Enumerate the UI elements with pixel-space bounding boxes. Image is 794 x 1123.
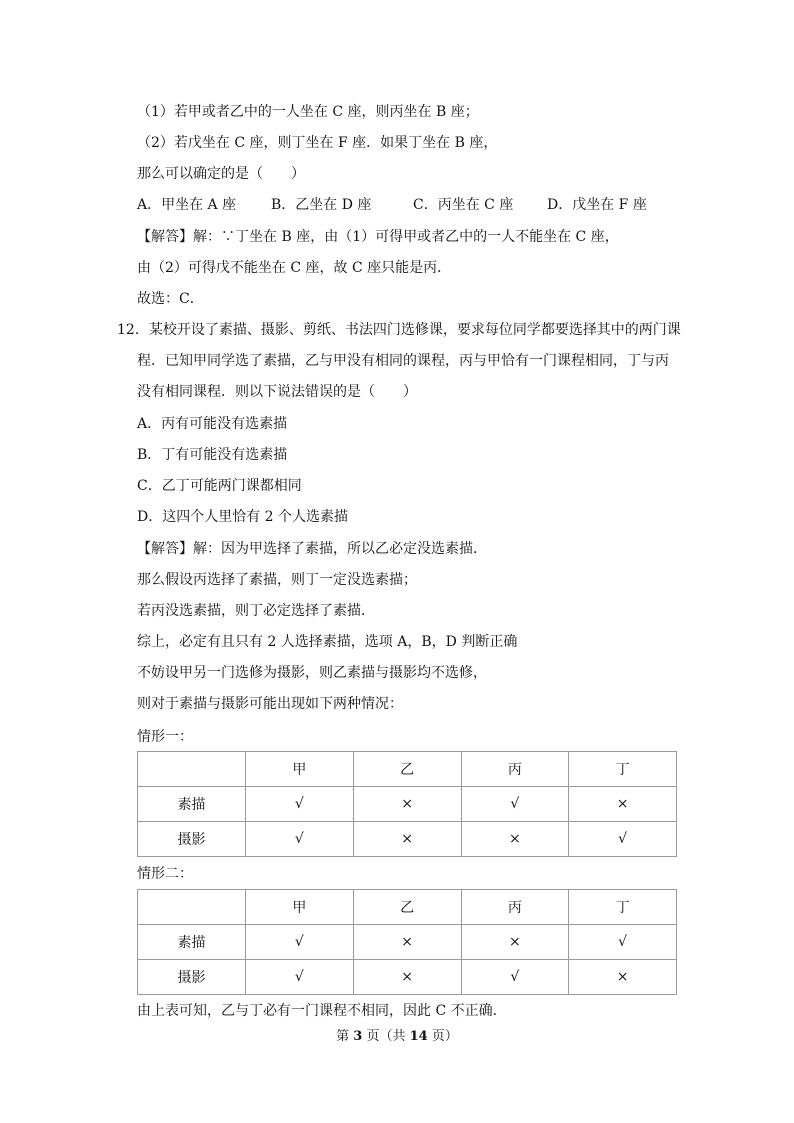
question-stem: 那么可以确定的是（ ）	[137, 166, 305, 182]
table-row	[138, 925, 677, 960]
option-b: B．乙坐在 D 座	[271, 197, 372, 213]
table-cell: √	[246, 960, 354, 995]
table-header-row	[138, 890, 677, 925]
table-cell: 素描	[138, 787, 246, 822]
table-cell: 乙	[353, 752, 461, 787]
footer-total-pages: 14	[409, 1029, 428, 1044]
option-d: D．戊坐在 F 座	[547, 197, 647, 213]
table-cell: 丁	[569, 752, 677, 787]
footer-suffix: 页）	[427, 1029, 458, 1044]
table-row	[138, 787, 677, 822]
q12-option-c: C．乙丁可能两门课都相同	[137, 478, 302, 494]
table-cell: ×	[461, 925, 569, 960]
table-header-row	[138, 752, 677, 787]
q12-option-a: A．丙有可能没有选素描	[137, 416, 288, 432]
question-12-line-1: 12．某校开设了素描、摄影、剪纸、书法四门选修课，要求每位同学都要选择其中的两门课	[117, 322, 681, 338]
table-cell: 丁	[569, 890, 677, 925]
condition-2: （2）若戊坐在 C 座，则丁坐在 F 座．如果丁坐在 B 座，	[137, 135, 498, 151]
table-cell: 乙	[353, 890, 461, 925]
table-cell: √	[246, 822, 354, 857]
question-12-line-2: 程．已知甲同学选了素描，乙与甲没有相同的课程，丙与甲恰有一门课程相同，丁与丙	[137, 353, 669, 369]
solution-line-3: 若丙没选素描，则丁必定选择了素描．	[137, 603, 375, 619]
table-cell: 甲	[246, 752, 354, 787]
table-cell: 素描	[138, 925, 246, 960]
case-2-table	[137, 889, 677, 995]
table-row	[138, 960, 677, 995]
question-12-line-3: 没有相同课程．则以下说法错误的是（ ）	[137, 384, 417, 400]
answer-line-2: 由（2）可得戊不能坐在 C 座，故 C 座只能是丙．	[137, 260, 452, 276]
table-cell: ×	[569, 787, 677, 822]
table-cell: √	[461, 960, 569, 995]
condition-1: （1）若甲或者乙中的一人坐在 C 座，则丙坐在 B 座；	[137, 104, 479, 120]
option-a: A．甲坐在 A 座	[137, 197, 237, 213]
footer-prefix: 第	[336, 1029, 354, 1044]
table-cell: √	[246, 787, 354, 822]
table-cell: 丙	[461, 890, 569, 925]
table-row	[138, 822, 677, 857]
table-cell	[138, 752, 246, 787]
footer-middle: 页（共	[362, 1029, 410, 1044]
page-footer	[0, 1025, 794, 1044]
conclusion-line: 由上表可知，乙与丁必有一门课程不相同，因此 C 不正确．	[137, 1003, 507, 1019]
solution-line-2: 那么假设丙选择了素描，则丁一定没选素描；	[137, 572, 417, 588]
table-cell: ×	[569, 960, 677, 995]
table-cell: ×	[353, 960, 461, 995]
q12-option-b: B．丁有可能没有选素描	[137, 447, 288, 463]
table-cell: ×	[461, 822, 569, 857]
answer-line-1: 【解答】解：∵丁坐在 B 座，由（1）可得甲或者乙中的一人不能坐在 C 座，	[137, 229, 619, 245]
case-1-table	[137, 751, 677, 857]
table-cell: 摄影	[138, 822, 246, 857]
options-row	[137, 195, 647, 215]
footer-page-number: 3	[353, 1029, 363, 1044]
table-cell: √	[246, 925, 354, 960]
table-cell: 摄影	[138, 960, 246, 995]
table-cell: √	[569, 822, 677, 857]
q12-option-d: D．这四个人里恰有 2 个人选素描	[137, 509, 349, 525]
table-cell	[138, 890, 246, 925]
case-2-label: 情形二：	[137, 866, 193, 882]
table-cell: ×	[353, 822, 461, 857]
table-cell: 丙	[461, 752, 569, 787]
solution-line-1: 【解答】解：因为甲选择了素描，所以乙必定没选素描．	[137, 541, 487, 557]
solution-line-5: 不妨设甲另一门选修为摄影，则乙素描与摄影均不选修，	[137, 665, 487, 681]
case-1-label: 情形一：	[137, 729, 193, 745]
solution-line-4: 综上，必定有且只有 2 人选择素描，选项 A，B，D 判断正确	[137, 634, 518, 650]
table-cell: √	[461, 787, 569, 822]
table-cell: 甲	[246, 890, 354, 925]
option-c: C．丙坐在 C 座	[413, 197, 514, 213]
table-cell: ×	[353, 787, 461, 822]
table-cell: √	[569, 925, 677, 960]
solution-line-6: 则对于素描与摄影可能出现如下两种情况：	[137, 696, 403, 712]
table-cell: ×	[353, 925, 461, 960]
answer-choice: 故选：C．	[137, 291, 204, 307]
